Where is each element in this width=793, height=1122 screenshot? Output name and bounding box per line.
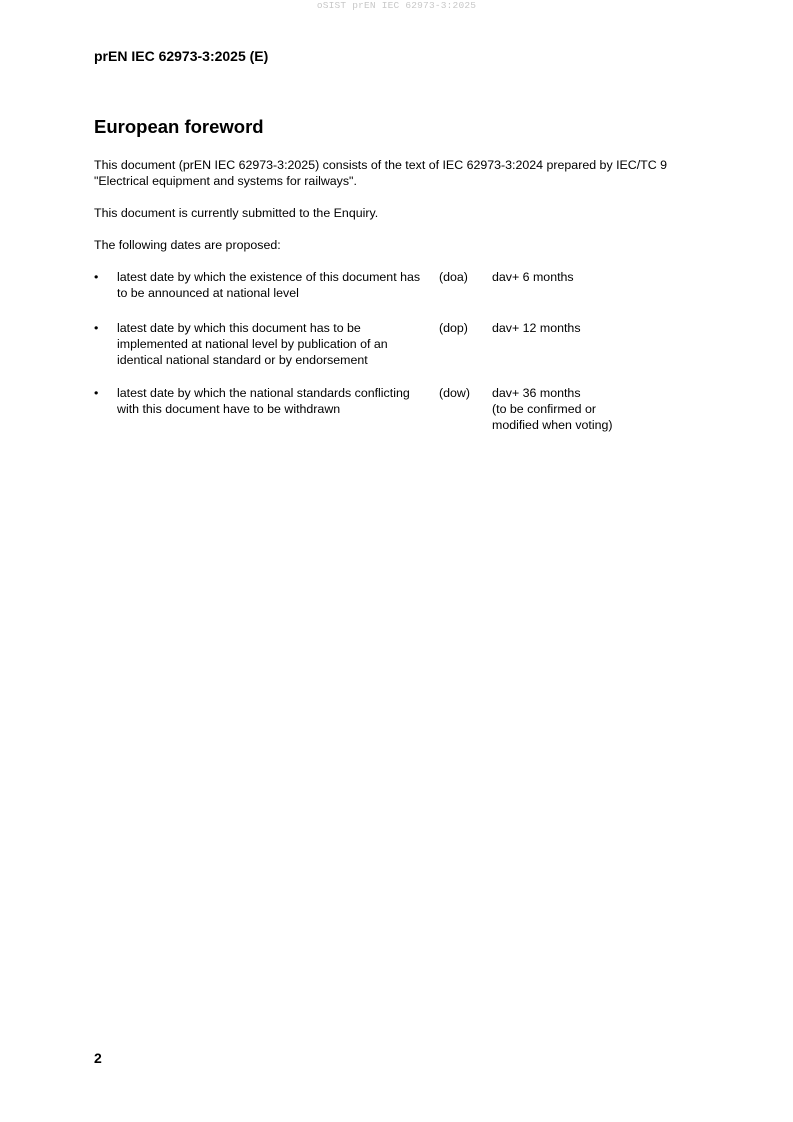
value-line: dav+ 6 months [492,270,574,284]
value-line: (to be confirmed or [492,402,596,416]
value-line: dav+ 12 months [492,321,581,335]
date-code: (doa) [439,270,468,284]
bullet-icon: • [94,321,99,335]
description-line: implemented at national level by publication of an [117,337,388,351]
description-line: identical national standard or by endorsement [117,353,368,367]
date-value [492,269,652,285]
bullet-icon: • [94,386,99,400]
paragraph-line: This document (prEN IEC 62973-3:2025) consists of the text of IEC 62973-3:2024 prepared by IEC/TC 9 [94,158,668,172]
foreword-paragraph-enquiry: This document is currently submitted to the Enquiry. [94,206,379,220]
description-line: to be announced at national level [117,286,299,300]
value-line: dav+ 36 months [492,386,581,400]
date-value [492,385,652,433]
description-line: latest date by which the national standards conflicting [117,386,410,400]
date-code: (dow) [439,386,470,400]
date-value [492,320,652,336]
paragraph-line: "Electrical equipment and systems for railways". [94,174,357,188]
value-line: modified when voting) [492,418,613,432]
description-line: with this document have to be withdrawn [117,402,341,416]
foreword-paragraph-scope [94,157,706,189]
section-title: European foreword [94,116,264,137]
document-id-header: prEN IEC 62973-3:2025 (E) [94,48,269,64]
date-description [117,385,447,417]
date-description [117,320,447,368]
bullet-icon: • [94,270,99,284]
foreword-paragraph-dates-intro: The following dates are proposed: [94,238,281,252]
description-line: latest date by which this document has to be [117,321,361,335]
date-code: (dop) [439,321,468,335]
page-number: 2 [94,1050,102,1066]
description-line: latest date by which the existence of this document has [117,270,421,284]
date-description [117,269,447,301]
watermark-text: oSIST prEN IEC 62973-3:2025 [316,0,477,11]
